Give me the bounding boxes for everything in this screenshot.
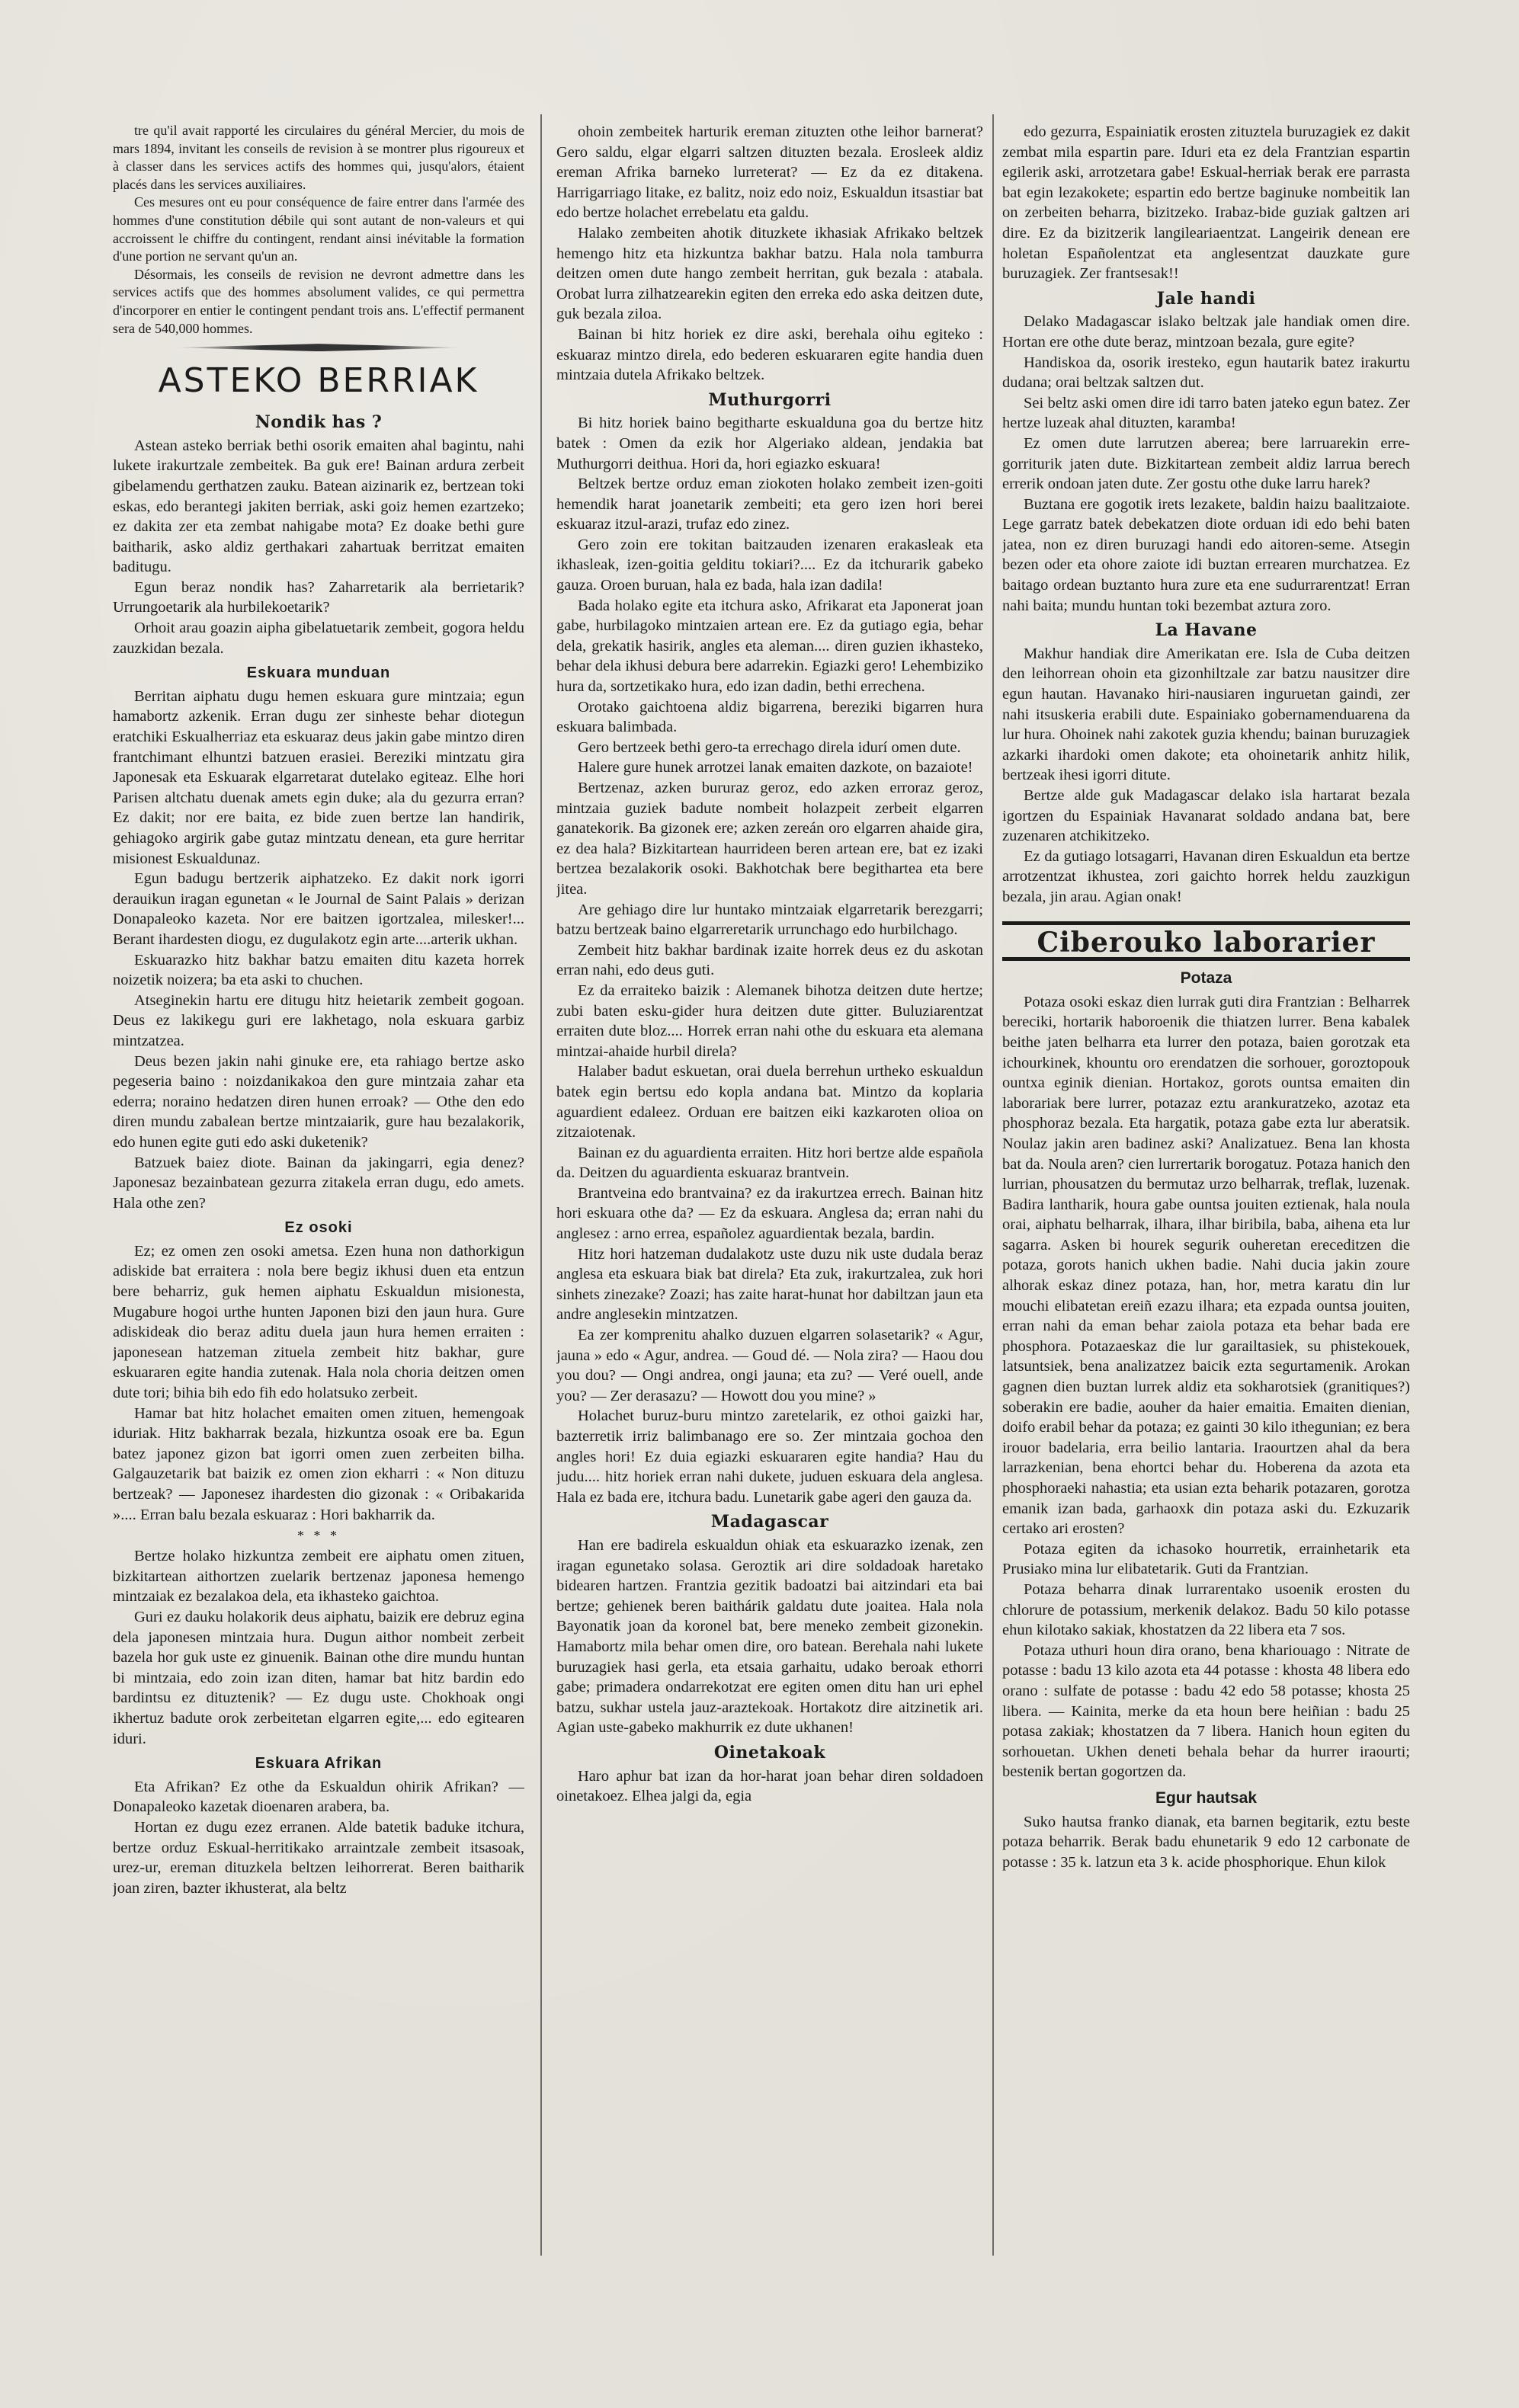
subheading: Oinetakoak (713, 1742, 826, 1763)
paragraph: Han ere badirela eskualdun ohiak eta eskuarazko izenak, zen iragan egunetako solasa. Geroztik ari dire soldadoak haretako bidearen hartzen. Frantzia gezitik badoatzi bai aitzindari eta bai bertze; gehienek beren baithárik galdatu dute joaitea. Hala nola Bayonatik joan da koronel bat, bere meneko zembeit gizonekin. Hamabortz mila behar omen dire, oro batean. Berehala nahi lukete buruzagiek hasi gerla, eta etsaia garhaitu, udako beroak ethorri gabe; primadera ondarrekotzat ere egiten omen ditu han uri ephel batzu, sukhar ustela jauz-araztekoak. Hortakotz dire aitzinetik ari. Agian uste-gabeko makhurrik ez dute ukhanen! (556, 1536, 983, 1737)
paragraph: Gero bertzeek bethi gero-ta errechago direla idurí omen dute. (578, 738, 961, 756)
paragraph: Bainan ez du aguardienta erraiten. Hitz hori bertze alde española da. Deitzen du aguardienta eskuaraz brantvein. (556, 1144, 983, 1182)
paragraph: tre qu'il avait rapporté les circulaires du général Mercier, du mois de mars 1894, invitant les conseils de revision à se montrer plus rigoureux et à classer dans les services actifs des hommes qui, jusqu'alors, étaient placés dans les services auxiliaires. (113, 123, 524, 192)
paragraph: Bertzenaz, azken bururaz geroz, edo azken erroraz geroz, mintzaia guziek badute nombeit holazpeit zerbeit elgarren ganatekorik. Ba gizonek ere; azken zereán oro elgarren ahaide gira, ez dea hala? Bizkitartean haurrideen beren artean ere, bat ez izaki bertzea bezalakorik osoki. Bakhotchak bere begithartea eta bere jitea. (556, 780, 983, 898)
paragraph: Atseginekin hartu ere ditugu hitz heietarik zembeit gogoan. Deus ez lakikegu guri ere lakhetago, nola eskuara garbiz mintzatzea. (113, 991, 524, 1049)
paragraph: Zembeit hitz bakhar bardinak izaite horrek deus ez du askotan erran nahi, edo deus guti. (556, 941, 983, 979)
paragraph: Halere gure hunek arrotzei lanak emaiten dazkote, on bazaiote! (578, 759, 973, 777)
subheading: Madagascar (710, 1512, 829, 1532)
paragraph: Orhoit arau goazin aipha gibelatuetarik zembeit, gogora heldu zauzkidan bezala. (113, 620, 524, 657)
paragraph: Haro aphur bat izan da hor-harat joan behar diren soldadoen oinetakoez. Elhea jalgi da, egia (556, 1767, 983, 1805)
paragraph: Eta Afrikan? Ez othe da Eskualdun ohirik Afrikan? — Donapaleoko kazetak dioenaren arabera, ba. (113, 1778, 524, 1816)
paragraph: Berritan aiphatu dugu hemen eskuara gure mintzaia; egun hamabortz azkenik. Erran dugu zer sinheste behar diotegun eratchiki Eskualherriaz eta eskuaraz deus jakin gabe mintzo diren frantchimant elhuntzi batzuen erasiei. Bereziki mintzatu gira Japonesak eta Eskuarak elgarretarat dutelako egiteaz. Elhe hori Parisen altchatu duenak amets egin duke; ala du gezurra erran? Ez dakit; nor ere baita, ez bide zuen bertze lan handirik, gehiagoko argirik gabe gutaz mintzatu denean, eta gure herritar misionest Eskualdunaz. (113, 687, 524, 867)
section-ornament (175, 344, 463, 351)
paragraph: ohoin zembeitek harturik ereman zituzten othe leihor barnerat? Gero saldu, elgar elgarri saltzen dituzten bezala. Erosleek aldiz ereman Afrika barneko lurreterat? — Ez da ez ditakena. Harrigarriago litake, ez balitz, noiz edo noiz, Eskualdun itsastiar bat edo bertze holachet errebelatu eta galdu. (556, 123, 983, 222)
paragraph: Makhur handiak dire Amerikatan ere. Isla de Cuba deitzen den leihorrean ohoin eta gizonhiltzale zar batzu nausitzer dire egun hautan. Havanako hiri-nausiaren inguruetan gaindi, zer nahi itsuskeria erabili dute. Espainiako gobernamenduarena da lur hura. Ohoinek nahi zakotek guzia khendu; bainan buruzagiek azkarki ihardoki omen dakote; eta ohoinetarik anhitz hilik, bertzeak ihesi igorri ditute. (1002, 645, 1410, 784)
subheading: Nondik has ? (255, 412, 383, 433)
paragraph: edo gezurra, Espainiatik erosten zituztela buruzagiek ez dakit zembat mila espartin pare. Iduri eta ez dela Frantzian espartin egilerik aski, arrotzetara gabe! Eskual-herriak berak ere parrasta bat egin lezakokete; espartin edo bertze baginuke nombeitik lan on zerbeiten beharra, bizitzeko. Irabaz-bide guziak galtzen ari dire. Ez da bizitzerik langileariaentzat. Langeirik denean ere holetan Españolentzat eta anglesentzat dauzkate gure buruzagiek. Zer frantsesak!! (1002, 123, 1410, 283)
subheading: Ez osoki (284, 1219, 353, 1237)
paragraph: Guri ez dauku holakorik deus aiphatu, baizik ere debruz egina dela japonesen mintzaia hura. Dugun aithor nombeit zerbeit bazela hor guk uste ez ginuenik. Bainan othe dire mundu huntan bi mintzaia, edo zoin izan diten, hamar bat hitz bardin edo bardintsu ez dituztenik? — Ez dugu uste. Chokhoak ongi ikhertuz badute orok zerbeitetan elgarren egite,... edo egitearen iduri. (113, 1608, 524, 1747)
paragraph: Bada holako egite eta itchura asko, Afrikarat eta Japonerat joan gabe, hurbilagoko mintzaien artean ere. Ez da gutiago egia, behar dela, grekatik hasirik, angles eta aleman.... diren guzien ikhasteko, behar dela ikhusi debura bere adarrekin. Egiazki gero! Lehembiziko hura da, sortzetikako hura, edo izan dadin, bethi errechena. (556, 597, 983, 696)
paragraph: Buztana ere gogotik irets lezakete, baldin haizu baalitzaiote. Lege garratz batek debekatzen diote orduan idi edo behi baten jatea, non ez diren buruzagi handi edo aitoren-seme. Atsegin bezen oder eta ohore zaiote idi buztan errearen murchatzea. Ez baitago ordean buztanto hura zure eta ene sudurrarentzat! Erran nahi baita; mundu huntan toki bezembat aztura zoro. (1002, 495, 1410, 614)
column-2 (556, 122, 983, 2256)
paragraph: Batzuek baiez diote. Bainan da jakingarri, egia denez? Japonesaz bezainbatean gezurra zitakela erran dugu, edo amets. Hala othe zen? (113, 1154, 524, 1212)
paragraph: Potaza uthuri houn dira orano, bena khariouago : Nitrate de potasse : badu 13 kilo azota eta 44 potasse : khosta 48 libera edo orano : sulfate de potasse : badu 42 edo 58 potasse; khosta 25 libera. — Kainita, merke da eta houn bere heiñian : badu 25 potasa zakiak; khostatzen da 7 libera. Hanich houn egiten du sorhouetan. Ukhen deneti behala behar da hurrer iraourti; bestenik bertan gogortzen da. (1002, 1641, 1410, 1781)
paragraph: Gero zoin ere tokitan baitzauden izenaren erakasleak eta ikhasleak, izen-goitia gelditu tokiari?.... Ez da itchurarik gabeko gauza. Oroen buruan, hala ez bada, hala izan dadila! (556, 536, 983, 594)
paragraph: Potaza beharra dinak lurrarentako usoenik erosten du chlorure de potassium, merkenik delakoz. Badu 50 kilo potasse ehun kilotako sakiak, khostatzen da 22 libera eta 7 sos. (1002, 1580, 1410, 1639)
paragraph: Sei beltz aski omen dire idi tarro baten jateko egun batez. Zer hertze luzeak ahal dituzten, karamba! (1002, 394, 1410, 432)
paragraph: Beltzek bertze orduz eman ziokoten holako zembeit izen-goiti hemendik harat joanetarik zembeiti; eta gero izen hori berei eskuaraz itzul-arazi, trufaz edo zinez. (556, 476, 983, 533)
section-title: ASTEKO BERRIAK (158, 361, 479, 401)
column-1 (113, 122, 524, 2256)
column-separator (992, 114, 994, 2256)
paragraph: Ea zer komprenitu ahalko duzuen elgarren solasetarik? « Agur, jauna » edo « Agur, andrea. — Goud dé. — Nola zira? — Haou dou you dou? — Ongi andrea, ongi jauna; eta zu? — Veré ouell, ande you? — Zer derasazu? — Howott dou you mine? » (556, 1327, 983, 1404)
paragraph: Delako Madagascar islako beltzak jale handiak omen dire. Hortan ere othe dute beraz, mintzoan bezala, gure egite? (1002, 313, 1410, 351)
paragraph: Potaza osoki eskaz dien lurrak guti dira Frantzian : Belharrek bereciki, hortarik haboroenik die thiatzen lurrer. Bena kabalek beithe jaten belharra eta lurrer den potaza, baien gorotzak eta ichourkinek, khountu oro erendatzen die sorhouer, goroztopouk ountxa eginik dienian. Hortakoz, gorots ountsa emaiten din laborariak bere lurrer, potazaz eztu arankuratzeko, azotaz eta phosphoraz bezala. Eta hargatik, potaza gabe ezta lur aberatsik. Noulaz jakin aren badinez aski? Analizatuez. Bena lan khosta bat da. Noula aren? cien lurrertarik borogatuz. Potaza hanich den lurrian, phousatzen du bermutaz urzo belharrak, treflak, luzenak. Badira lantharik, houra gabe ountsa jouiten eztienak, hala noula orai, aiphatu belharrak, ilhara, ilhar biribila, baba, aihena eta lur sagarra. Asken bi hourek segurik ouheretan ereceditzen die potaza, gorots hanich ukhen badie. Nahi ducia jakin zoure alhorak eskaz dinez potaza, han, hor, metra karatu din lur mouchi elibatetan ereiñ ezazu ilhara; eta ezpada ountsa jouiten, erran nahi da eman behar zaiola potaza eta behar bada ere phosphora. Potazaeskaz die lur garailtasiek, su phistekouek, latsuntsiek, bena analizatzez baicik ezta segurtamenik. Arokan gagnen dien buztan lurrek aldiz eta sokharotsiek (granitiques?) soberakin ere badie, aouher da haier emaitia. Emaiten dienian, doifo erabil behar da potaza; ez gainti 30 kilo ithegunian; ez bera irouor badelaria, erra beilio lantaria. Iraourtzen ahal da bera larrazkenian, bena ehortci behar du. Hoberena da azota eta phosphoraeki nahastia; eta usian ezta beharik potazaren, gorotza emanik izan bada, garhaoxk din potaza aski du. Ezkuzarik certako ari erosten? (1002, 993, 1410, 1538)
subheading: Muthurgorri (708, 389, 832, 410)
paragraph: Eskuarazko hitz bakhar batzu emaiten ditu kazeta horrek noizetik noizera; ba eta aski to chuchen. (113, 951, 524, 989)
paragraph: Bainan bi hitz horiek ez dire aski, berehala oihu egiteko : eskuaraz mintzo direla, edo bederen eskuararen egite handia duen mintzaia dutela Afrikako beltzek. (556, 325, 983, 384)
paragraph: Désormais, les conseils de revision ne devront admettre dans les services actifs que des hommes absolument valides, ce qui permettra d'incorporer en entier le contingent pendant trois ans. L'effectif permanent sera de 540,000 hommes. (113, 266, 524, 336)
subheading: Jale handi (1156, 288, 1256, 309)
paragraph: Astean asteko berriak bethi osorik emaiten ahal bagintu, nahi lukete irakurtzale zembeitek. Ba guk ere! Bainan ardura zerbeit gibelamendu gerthatzen zauku. Batean aizinarik ez, bertzean toki eskas, edo berantegi jakiten berriak, aski goiz hemen ezartzeko; ez dakita zer eta zembat nahigabe mota? Ez doake bethi gure baitharik, asko aldiz gerthakari zahartuak berritzat emaiten baditugu. (113, 437, 524, 576)
paragraph: Holachet buruz-buru mintzo zaretelarik, ez othoi gaizki har, bazterretik irriz balimbanago ere so. Zer mintzaia gochoa den angles hori! Ez duia egiazki eskuararen egite handia? Hau du judu.... hitz horiek erran nahi dukete, juduen eskuara dela anglesa. Hala ez bada ere, itchura badu. Lunetarik gabe ageri den gauza da. (556, 1407, 983, 1506)
paragraph: Suko hautsa franko dianak, eta barnen begitarik, eztu beste potaza beharrik. Berak badu ehunetarik 9 edo 12 carbonate de potasse : 35 k. latzun eta 3 k. acide phosphorique. Ehun kilok (1002, 1813, 1410, 1871)
column-separator (540, 114, 542, 2256)
paragraph: Ez da gutiago lotsagarri, Havanan diren Eskualdun eta bertze arrotzentzat ikhustea, zori gaichto horrek heldu zauzkigun bezala, jin arau. Agian onak! (1002, 847, 1410, 905)
paragraph: Bertze alde guk Madagascar delako isla hartarat bezala igortzen du Espainiak Havanarat soldado andana bat, bere zuzenaren atchikitzeko. (1002, 787, 1410, 845)
paragraph: Potaza egiten da ichasoko hourretik, errainhetarik eta Prusiako mina lur elibatetarik. Guti da Frantzian. (1002, 1540, 1410, 1578)
paragraph: Bi hitz horiek baino begitharte eskualduna goa du bertze hitz batek : Omen da ezik hor Algeriako aldean, jendakia bat Muthurgorri deithua. Hori da, hori egiazko eskuara! (556, 415, 983, 472)
paragraph: Ez; ez omen zen osoki ametsa. Ezen huna non dathorkigun adiskide bat erraitera : nola bere begiz ikhusi duen eta entzun bere beharriz, guk hemen aiphatu Eskualdun misionesta, Mugabure hogoi urthe hunten Japonen bizi den jaun hura. Gure adiskideak dio beraz aditu duela jaun hura hemen erraiten : japonesean hatzeman zituela zembeit hitz bakhar, gure eskuararen egite handia zutenak. Hala nola choria deitzen omen dute tori; bihia bih edo fih edo holatsuko zerbeit. (113, 1242, 524, 1402)
paragraph: Orotako gaichtoena aldiz bigarrena, bereziki bigarren hura eskuara balimbada. (556, 698, 983, 736)
subheading: Egur hautsak (1155, 1788, 1258, 1807)
paragraph: Hortan ez dugu ezez erranen. Alde batetik baduke itchura, bertze orduz Eskual-herritikako arraintzale zembeit itsasoak, urez-ur, ereman dituzkela beltzen leihorrerat. Beren baitharik joan ziren, bazter ikhusterat, ala beltz (113, 1818, 524, 1897)
paragraph: Egun badugu bertzerik aiphatzeko. Ez dakit nork igorri derauikun iragan egunetan « le Journal de Saint Palais » derizan Donapaleoko kazeta. Nor ere baitzen igortzalea, milesker!... Berant ihardesten diogu, ez dugulakotz egin arte....arterik ukhan. (113, 870, 524, 948)
paragraph: Hitz hori hatzeman dudalakotz uste duzu nik uste dudala beraz anglesa eta eskuara biak bat direla? Eta zuk, irakurtzalea, zuk hori sinhets zinezake? Zoazi; has zaite harat-hunat hor dabiltzan jaun eta andre anglesekin mintzatzen. (556, 1245, 983, 1324)
paragraph: Halako zembeiten ahotik dituzkete ikhasiak Afrikako beltzek hemengo hitz eta hizkuntza bakhar batzu. Hala nola tamburra deitzen omen dute hango zembeit herritan, guk bezala : atabala. Orobat lurra zilhatzearekin egiten den erreka edo aska deitzen dute, guk bezala ziloa. (556, 224, 983, 323)
paragraph: Brantveina edo brantvaina? ez da irakurtzea errech. Bainan hitz hori eskuara othe da? — Ez da eskuara. Anglesa da; erran nahi du anglesez : arno errea, españolez aguardientak bezala, bardin. (556, 1184, 983, 1243)
paragraph: Deus bezen jakin nahi ginuke ere, eta rahiago bertze asko pegeseria baino : noizdanikakoa den gure mintzaia zahar eta ederra; noraino hedatzen diren hunen erroak? — Othe den edo diren mundu zabalean bertze mintzaiarik, gure hau bezalakorik, edo hunen egite guti edo aski duketenik? (113, 1052, 524, 1151)
paragraph: Are gehiago dire lur huntako mintzaiak elgarretarik berezgarri; batzu bertzeak baino elgarreretarik urrunchago edo hurbilchago. (556, 901, 983, 939)
paragraph: Ez da erraiteko baizik : Alemanek bihotza deitzen dute hertze; zubi baten esku-gider hura deitzen dute gitter. Buluziarentzat erraiten dute bloz.... Horrek erran nahi othe du eskuara eta alemana mintzai-ahaide hurbil direla? (556, 981, 983, 1060)
subheading: Eskuara Afrikan (255, 1755, 383, 1772)
column-3 (1002, 122, 1410, 2256)
asterism: * * * (297, 1528, 340, 1544)
paragraph: Halaber badut eskuetan, orai duela berrehun urtheko eskualdun batek egin bertsu edo kopla andana bat. Mintzo da koplaria aguardient edaleez. Orduan ere baitzen eiki kazkaroten olioa on zitzaiotenak. (556, 1063, 983, 1142)
section-banner: Ciberouko laborarier (1002, 921, 1410, 962)
paragraph: Bertze holako hizkuntza zembeit ere aiphatu omen zituen, bizkitartean aithortzen zuelarik bertzenaz japonesa hemengo mintzaiak ez bezalakoa dela, eta ikhasteko gaichtoa. (113, 1548, 524, 1606)
subheading: Eskuara munduan (246, 664, 391, 682)
subheading: Potaza (1180, 969, 1232, 988)
paragraph: Hamar bat hitz holachet emaiten omen zituen, hemengoak iduriak. Hitz bakharrak bezala, hizkuntza osoak ere ba. Egun batez japonez gizon bat igorri omen zuen zerbeiten bilha. Galgauzetarik bat baizik ez omen zion ekharri : « Non dituzu bertzeak? — Japonesez ihardesten dio gizonak : « Oribakarida ».... Erran balu bezala eskuaraz : Hori bakharrik da. (113, 1404, 524, 1523)
paragraph: Egun beraz nondik has? Zaharretarik ala berrietarik? Urrungoetarik ala hurbilekoetarik? (113, 578, 524, 616)
subheading: La Havane (1155, 620, 1258, 641)
paragraph: Handiskoa da, osorik iresteko, egun hautarik batez irakurtu dudana; orai beltzak saltzen dut. (1002, 354, 1410, 392)
paragraph: Ces mesures ont eu pour conséquence de faire entrer dans l'armée des hommes d'une constitution débile qui sont autant de non-valeurs et qui accroissent le chiffre du contingent, rendant ainsi inévitable la formation d'une portion ne servant qu'un an. (113, 194, 524, 264)
paragraph: Ez omen dute larrutzen aberea; bere larruarekin erre-gorriturik jaten dute. Bizkitartean zembeit aldiz larrua berech errerik ondoan jaten dute. Zer gostu othe duke larru harek? (1002, 434, 1410, 493)
